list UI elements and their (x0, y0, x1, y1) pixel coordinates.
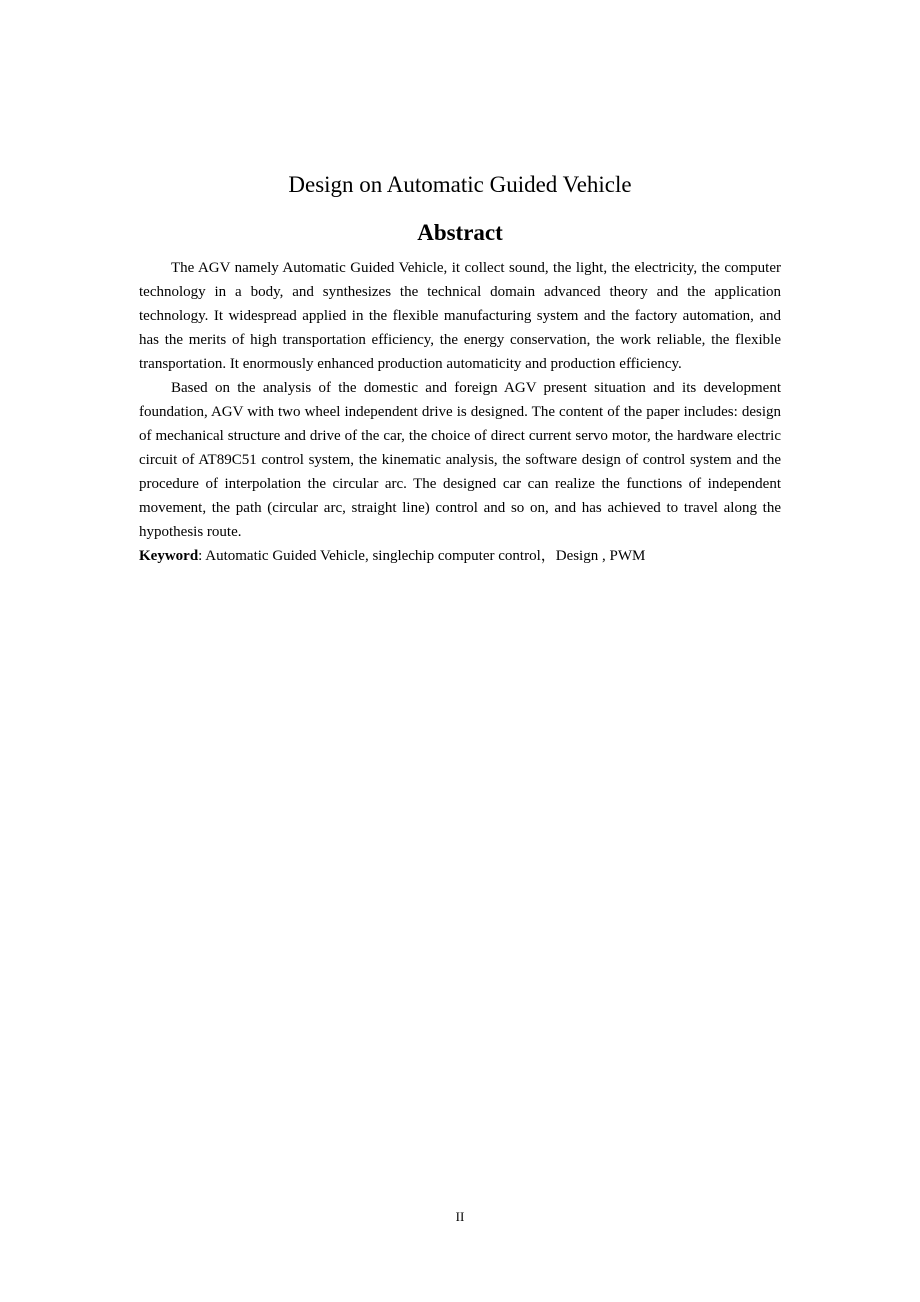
page-number: II (455, 1209, 465, 1224)
abstract-paragraph-2: Based on the analysis of the domestic and foreign AGV present situation and its development foundation, AGV with two wheel independent drive is designed. The content of the paper includes: design of mechanical structure and drive of the car, the choice of direct current servo motor, the hardware electric circuit of AT89C51 control system, the kinematic analysis, the software design of control system and the procedure of interpolation the circular arc. The designed car can realize the functions of independent movement, the path (circular arc, straight line) control and so on, and has achieved to travel along the hypothesis route. (139, 380, 781, 540)
document-title: Design on Automatic Guided Vehicle (288, 172, 632, 197)
keywords-label: Keyword (139, 548, 199, 564)
keywords-text: : Automatic Guided Vehicle, singlechip computer control，Design , PWM (198, 548, 646, 564)
abstract-body (139, 256, 781, 568)
abstract-paragraph-1: The AGV namely Automatic Guided Vehicle, it collect sound, the light, the electricity, the computer technology in a body, and synthesizes the technical domain advanced theory and the application technology. It widespread applied in the flexible manufacturing system and the factory automation, and has the merits of high transportation efficiency, the energy conservation, the work reliable, the flexible transportation. It enormously enhanced production automaticity and production efficiency. (139, 260, 781, 372)
keywords-line (139, 544, 781, 568)
abstract-heading: Abstract (417, 220, 503, 245)
